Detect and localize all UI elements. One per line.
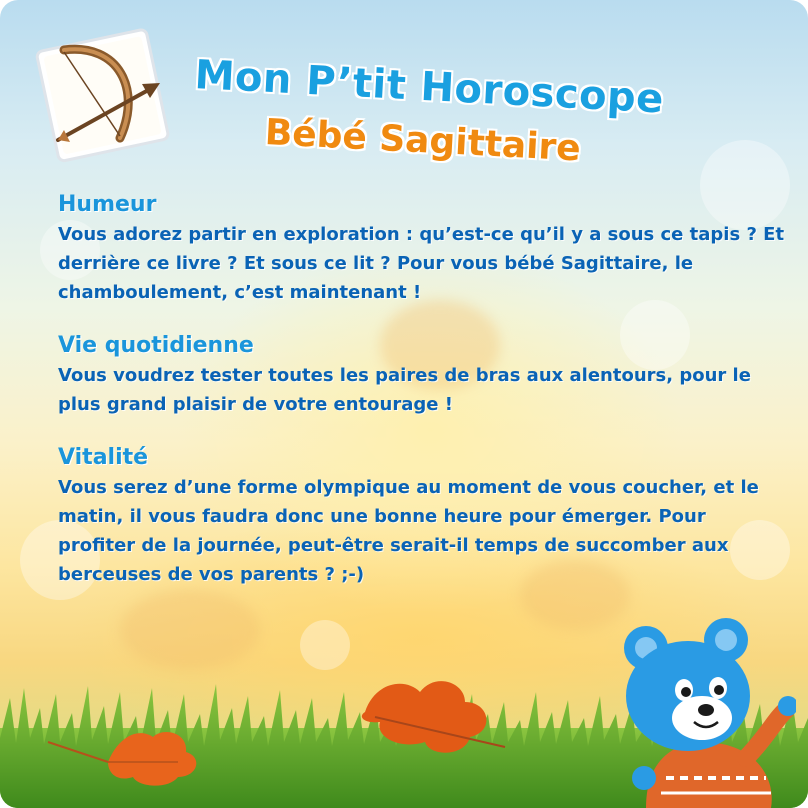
blue-bear-mascot [606, 618, 796, 808]
horoscope-content [58, 190, 788, 613]
section-text: Vous adorez partir en exploration : qu’est-ce qu’il y a sous ce tapis ? Et derrière ce livre ? Et sous ce lit ? Pour vous bébé Sagittaire, le chamboulement, c’est maintenant ! [58, 224, 785, 303]
section-vie-quotidienne [58, 331, 788, 419]
section-vitalite [58, 443, 788, 589]
section-heading: Vie quotidienne [58, 333, 254, 358]
section-humeur [58, 190, 788, 307]
autumn-leaf-icon [38, 722, 208, 792]
sagittarius-bow-arrow-icon [24, 18, 174, 168]
title-block [193, 52, 676, 172]
autumn-leaf-icon [345, 672, 515, 762]
section-text: Vous voudrez tester toutes les paires de bras aux alentours, pour le plus grand plaisir de votre entourage ! [58, 365, 751, 415]
page-title: Mon P’tit Horoscope [193, 52, 665, 123]
section-heading: Vitalité [58, 445, 149, 470]
page-subtitle: Bébé Sagittaire [263, 112, 582, 170]
section-heading: Humeur [58, 192, 157, 217]
section-text: Vous serez d’une forme olympique au moment de vous coucher, et le matin, il vous faudra donc une bonne heure pour émerger. Pour profiter de la journée, peut-être serait-il temps de succomber aux berceuses de vos parents ? ;-) [58, 477, 759, 585]
